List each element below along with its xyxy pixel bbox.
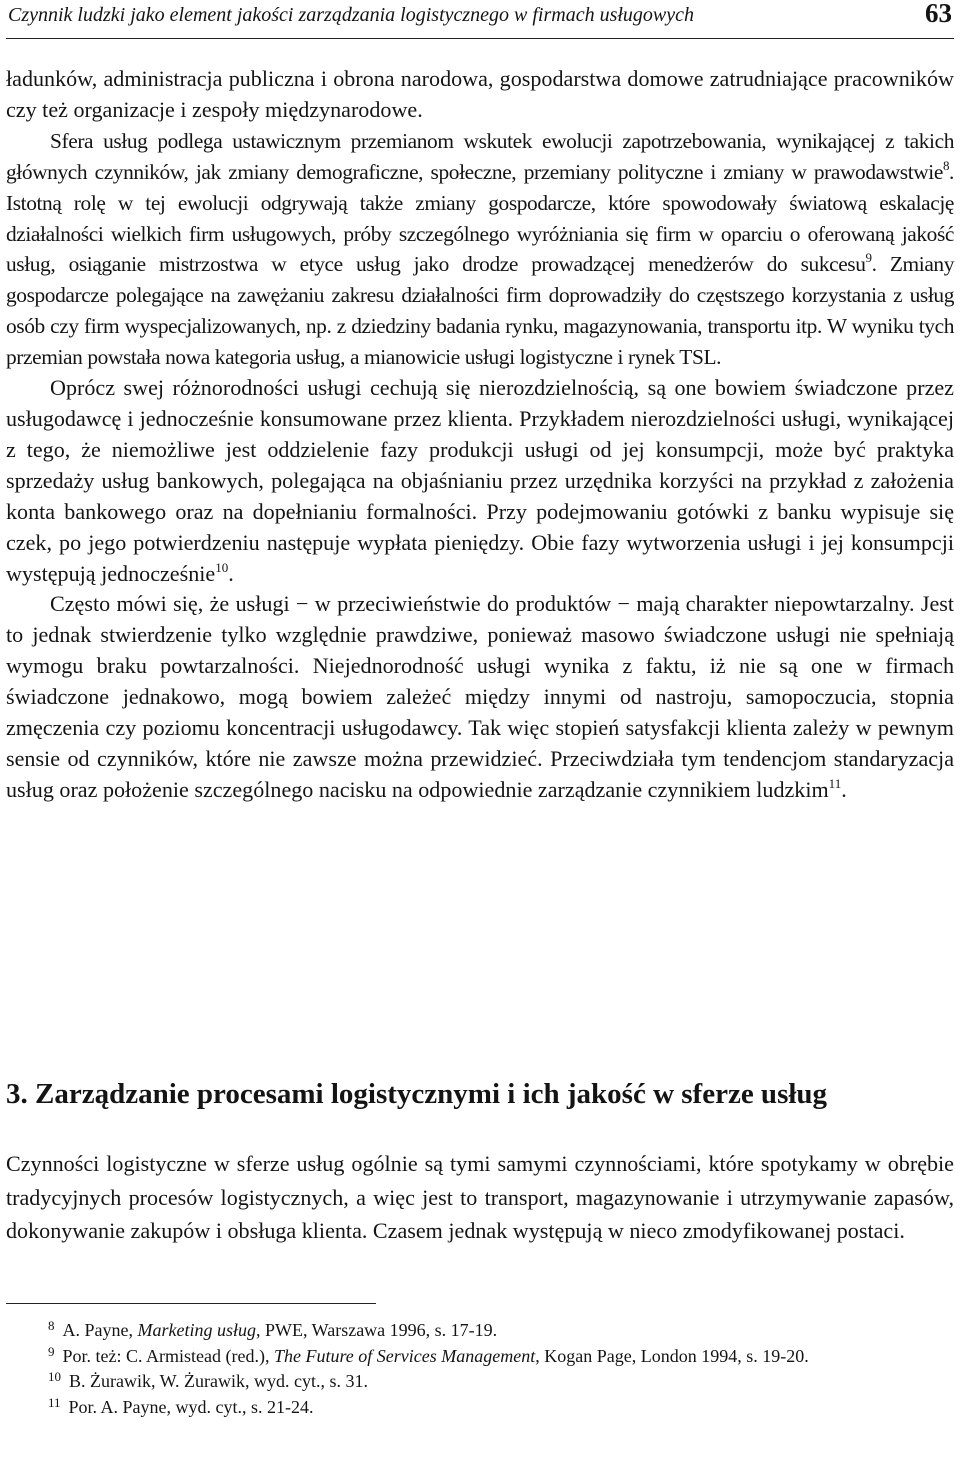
paragraph-2: Sfera usług podlega ustawicznym przemianom wskutek ewolucji zapotrzebowania, wynikającej z takich głównych czynników, jak zmiany demograficzne, społeczne, przemiany polityczne i zmiany w prawodawstwie$^8$. Istotną rolę w tej ewolucji odgrywają także zmiany gospodarcze, które spowodowały światową eskalację działalności wielkich firm usługowych, próby szczególnego wyróżniania się firm w oparciu o oferowaną jakość usług, osiąganie mistrzostwa w etyce usług jako drodze prowadzącej menedżerów do sukcesu$^9$. Zmiany gospodarcze polegające na zawężaniu zakresu działalności firm doprowadziły do częstszego korzystania z usług osób czy firm wyspecjalizowanych, np. z dziedziny badania rynku, magazynowania, transportu itp. W wyniku tych przemian powstała nowa kategoria usług, a mianowicie usługi logistyczne i rynek TSL. [6, 128, 954, 370]
footnote-ref-9[interactable]: 9 [865, 250, 872, 266]
footnote-11: $^{11}$ Por. A. Payne, wyd. cyt., s. 21-24. [48, 1394, 314, 1417]
section-body [6, 1147, 954, 1248]
footnote-8: $^8$ A. Payne, Marketing usług, PWE, Warszawa 1996, s. 17-19. [48, 1318, 498, 1340]
running-title: Czynnik ludzki jako element jakości zarządzania logistycznego w firmach usługowych [8, 4, 695, 26]
section-heading: 3. Zarządzanie procesami logistycznymi i ich jakość w sferze usług [6, 1078, 828, 1110]
footnote-number: 8 [48, 1318, 55, 1333]
page-number: 63 [925, 0, 952, 28]
footnote-ref-11[interactable]: 11 [828, 775, 842, 791]
footnote-ref-10[interactable]: 10 [215, 559, 229, 575]
footnote-title: The Future of Services Management [273, 1345, 536, 1366]
footnote-10: $^{10}$ B. Żurawik, W. Żurawik, wyd. cyt., s. 31. [48, 1369, 368, 1391]
footnote-number: 11 [48, 1394, 61, 1410]
paragraph-3: Oprócz swej różnorodności usługi cechują się nierozdzielnością, są one bowiem świadczone przez usługodawcę i jednocześnie konsumowane przez klienta. Przykładem nierozdzielności usługi, wynikającej z tego, że niemożliwe jest oddzielenie fazy produkcji usługi od jej konsumpcji, może być praktyka sprzedaży usług bankowych, polegająca na objaśnianiu przez urzędnika korzyści na przykład z założenia konta bankowego oraz na dopełnianiu formalności. Przy podejmowaniu gotówki z banku wypisuje się czek, po jego potwierdzeniu następuje wypłata pieniędzy. Obie fazy wytworzenia usługi i jej konsumpcji występują jednocześnie$^{10}$. [6, 375, 954, 586]
footnote-9: $^9$ Por. też: C. Armistead (red.), The Future of Services Management, Kogan Page, London 1994, s. 19-20. [48, 1343, 809, 1366]
footnotes [6, 1318, 954, 1420]
paragraph-1: ładunków, administracja publiczna i obrona narodowa, gospodarstwa domowe zatrudniające pracowników czy też organizacje i zespoły międzynarodowe. [6, 66, 954, 122]
paragraph-4: Często mówi się, że usługi − w przeciwieństwie do produktów − mają charakter niepowtarzalny. Jest to jednak stwierdzenie tylko względnie prawdziwe, ponieważ masowo świadczone usługi nie spełniają wymogu braku powtarzalności. Niejednorodność usługi wynika z faktu, iż nie są one w firmach świadczone jednakowo, mogą bowiem zależeć między innymi od nastroju, samopoczucia, stopnia zmęczenia czy poziomu koncentracji usługodawcy. Tak więc stopień satysfakcji klienta zależy w pewnym sensie od czynników, które nie zawsze można przewidzieć. Przeciwdziała tym tendencjom standaryzacja usług oraz położenie szczególnego nacisku na odpowiednie zarządzanie czynnikiem ludzkim$^{11}$. [6, 591, 954, 802]
page-header [6, 0, 954, 39]
footnote-number: 10 [48, 1369, 61, 1384]
section-paragraph: Czynności logistyczne w sferze usług ogólnie są tymi samymi czynnościami, które spotykamy w obrębie tradycyjnych procesów logistycznych, a więc jest to transport, magazynowanie i utrzymywanie zapasów, dokonywanie zakupów i obsługa klienta. Czasem jednak występują w nieco zmodyfikowanej postaci. [6, 1151, 954, 1243]
footnote-ref-8[interactable]: 8 [942, 157, 950, 173]
footnote-divider [6, 1303, 376, 1304]
body-text [6, 64, 954, 806]
footnote-number: 9 [48, 1343, 55, 1359]
footnote-title: Marketing usług [137, 1320, 256, 1340]
